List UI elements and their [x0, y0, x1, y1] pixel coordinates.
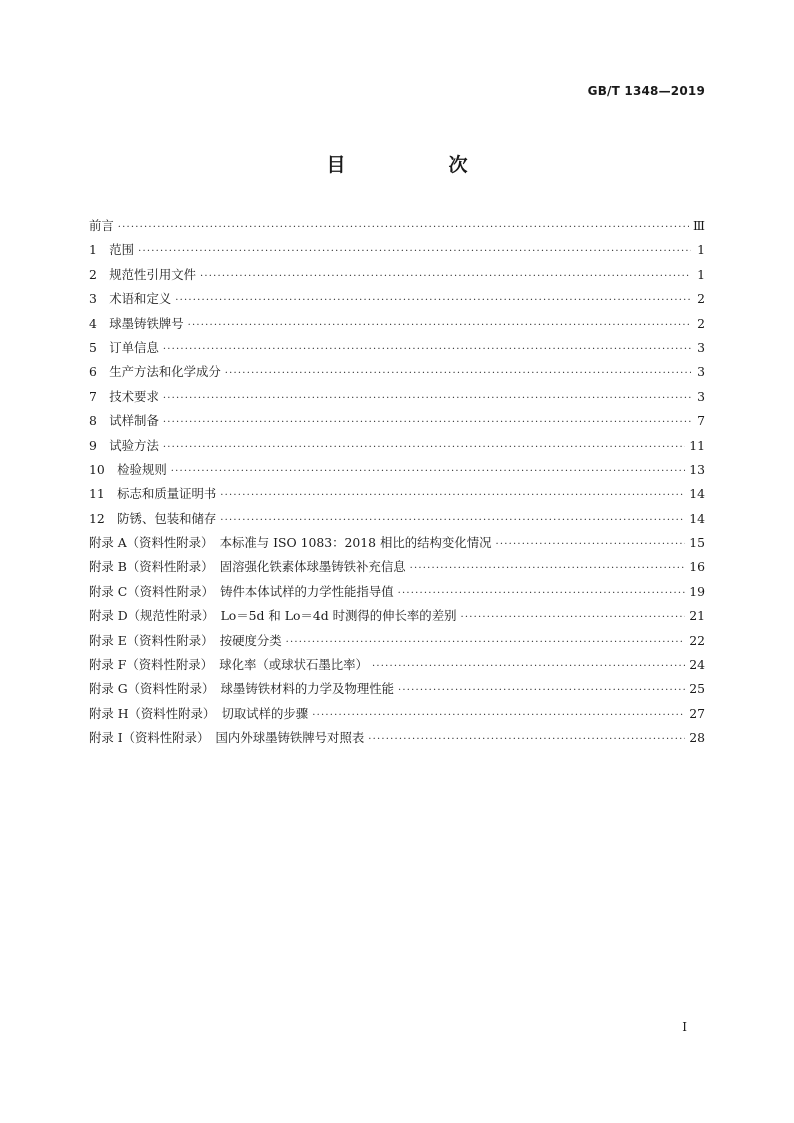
toc-dot-leader	[188, 314, 691, 338]
toc-dot-leader	[286, 631, 686, 655]
toc-entry-label: 9 试验方法	[89, 437, 159, 453]
toc-dot-leader	[175, 289, 691, 313]
toc-dot-leader	[460, 606, 685, 630]
toc-dot-leader	[163, 436, 685, 460]
toc-dot-leader	[118, 216, 689, 240]
toc-entry-page: 3	[697, 339, 705, 355]
toc-entry-label: 7 技术要求	[89, 388, 159, 404]
page-number: Ⅰ	[682, 1020, 687, 1034]
toc-entry-page: 2	[697, 291, 705, 307]
toc-entry-page: 14	[689, 486, 705, 502]
toc-entry-label: 5 订单信息	[89, 339, 159, 355]
toc-entry-label: 附录 I（资料性附录） 国内外球墨铸铁牌号对照表	[89, 730, 365, 746]
toc-entry-label: 1 范围	[89, 242, 135, 258]
table-of-contents	[89, 214, 705, 751]
toc-entry-label: 12 防锈、包装和储存	[89, 510, 217, 526]
toc-entry-page: 28	[689, 730, 705, 746]
toc-entry-label: 附录 A（资料性附录） 本标准与 ISO 1083：2018 相比的结构变化情况	[89, 535, 492, 551]
toc-entry-label: 附录 D（规范性附录） Lo＝5d 和 Lo＝4d 时测得的伸长率的差别	[89, 608, 457, 624]
toc-entry-annex-d[interactable]	[89, 604, 705, 628]
toc-dot-leader	[138, 240, 691, 264]
toc-entry-label: 附录 B（资料性附录） 固溶强化铁素体球墨铸铁补充信息	[89, 559, 406, 575]
toc-dot-leader	[171, 460, 685, 484]
toc-dot-leader	[200, 265, 691, 289]
toc-entry-page: 13	[689, 461, 705, 477]
toc-entry-page: Ⅲ	[693, 218, 705, 233]
toc-entry-label: 附录 F（资料性附录） 球化率（或球状石墨比率）	[89, 657, 368, 673]
toc-entry-annex-a[interactable]	[89, 531, 705, 555]
toc-dot-leader	[163, 338, 691, 362]
toc-entry-label: 11 标志和质量证明书	[89, 486, 217, 502]
toc-entry-normative-references[interactable]	[89, 263, 705, 287]
toc-entry-annex-c[interactable]	[89, 580, 705, 604]
toc-entry-page: 27	[689, 705, 705, 721]
toc-entry-page: 1	[697, 242, 705, 258]
toc-entry-page: 21	[689, 608, 705, 624]
toc-entry-annex-e[interactable]	[89, 629, 705, 653]
toc-entry-sample-preparation[interactable]	[89, 409, 705, 433]
toc-entry-technical-requirements[interactable]	[89, 385, 705, 409]
toc-entry-label: 附录 G（资料性附录） 球墨铸铁材料的力学及物理性能	[89, 681, 395, 697]
toc-entry-inspection-rules[interactable]	[89, 458, 705, 482]
toc-entry-annex-i[interactable]	[89, 726, 705, 750]
toc-dot-leader	[220, 484, 685, 508]
toc-dot-leader	[312, 704, 685, 728]
toc-dot-leader	[398, 582, 686, 606]
toc-entry-page: 2	[697, 315, 705, 331]
toc-entry-test-methods[interactable]	[89, 434, 705, 458]
toc-entry-label: 附录 E（资料性附录） 按硬度分类	[89, 632, 282, 648]
toc-entry-label: 2 规范性引用文件	[89, 266, 197, 282]
standard-number: GB/T 1348—2019	[587, 84, 705, 98]
toc-entry-page: 7	[697, 413, 705, 429]
toc-entry-order-info[interactable]	[89, 336, 705, 360]
toc-entry-label: 10 检验规则	[89, 461, 167, 477]
toc-entry-annex-g[interactable]	[89, 677, 705, 701]
toc-entry-label: 前言	[89, 218, 114, 233]
toc-entry-marking-certificate[interactable]	[89, 482, 705, 506]
toc-entry-label: 附录 C（资料性附录） 铸件本体试样的力学性能指导值	[89, 583, 394, 599]
toc-entry-foreword[interactable]	[89, 214, 705, 238]
toc-entry-page: 3	[697, 388, 705, 404]
toc-entry-label: 6 生产方法和化学成分	[89, 364, 221, 380]
toc-entry-production-method[interactable]	[89, 360, 705, 384]
toc-entry-page: 24	[689, 657, 705, 673]
toc-entry-scope[interactable]	[89, 238, 705, 262]
toc-entry-terms[interactable]	[89, 287, 705, 311]
toc-entry-grades[interactable]	[89, 312, 705, 336]
toc-entry-label: 4 球墨铸铁牌号	[89, 315, 184, 331]
toc-entry-label: 8 试样制备	[89, 413, 159, 429]
toc-entry-page: 19	[689, 583, 705, 599]
toc-dot-leader	[163, 387, 691, 411]
toc-dot-leader	[220, 509, 685, 533]
toc-dot-leader	[410, 557, 686, 581]
toc-entry-page: 14	[689, 510, 705, 526]
toc-dot-leader	[225, 362, 691, 386]
toc-entry-page: 25	[689, 681, 705, 697]
toc-entry-page: 3	[697, 364, 705, 380]
toc-dot-leader	[398, 679, 685, 703]
toc-entry-page: 15	[689, 535, 705, 551]
toc-entry-label: 附录 H（资料性附录） 切取试样的步骤	[89, 705, 309, 721]
toc-dot-leader	[368, 728, 685, 752]
toc-dot-leader	[163, 411, 691, 435]
toc-entry-packaging-storage[interactable]	[89, 507, 705, 531]
toc-entry-page: 1	[697, 266, 705, 282]
page-title: 目 次	[326, 154, 510, 176]
toc-entry-page: 11	[689, 437, 705, 453]
toc-entry-annex-b[interactable]	[89, 555, 705, 579]
toc-dot-leader	[496, 533, 686, 557]
toc-entry-page: 22	[689, 632, 705, 648]
toc-entry-label: 3 术语和定义	[89, 291, 172, 307]
toc-entry-page: 16	[689, 559, 705, 575]
toc-entry-annex-f[interactable]	[89, 653, 705, 677]
toc-dot-leader	[372, 655, 685, 679]
toc-entry-annex-h[interactable]	[89, 702, 705, 726]
